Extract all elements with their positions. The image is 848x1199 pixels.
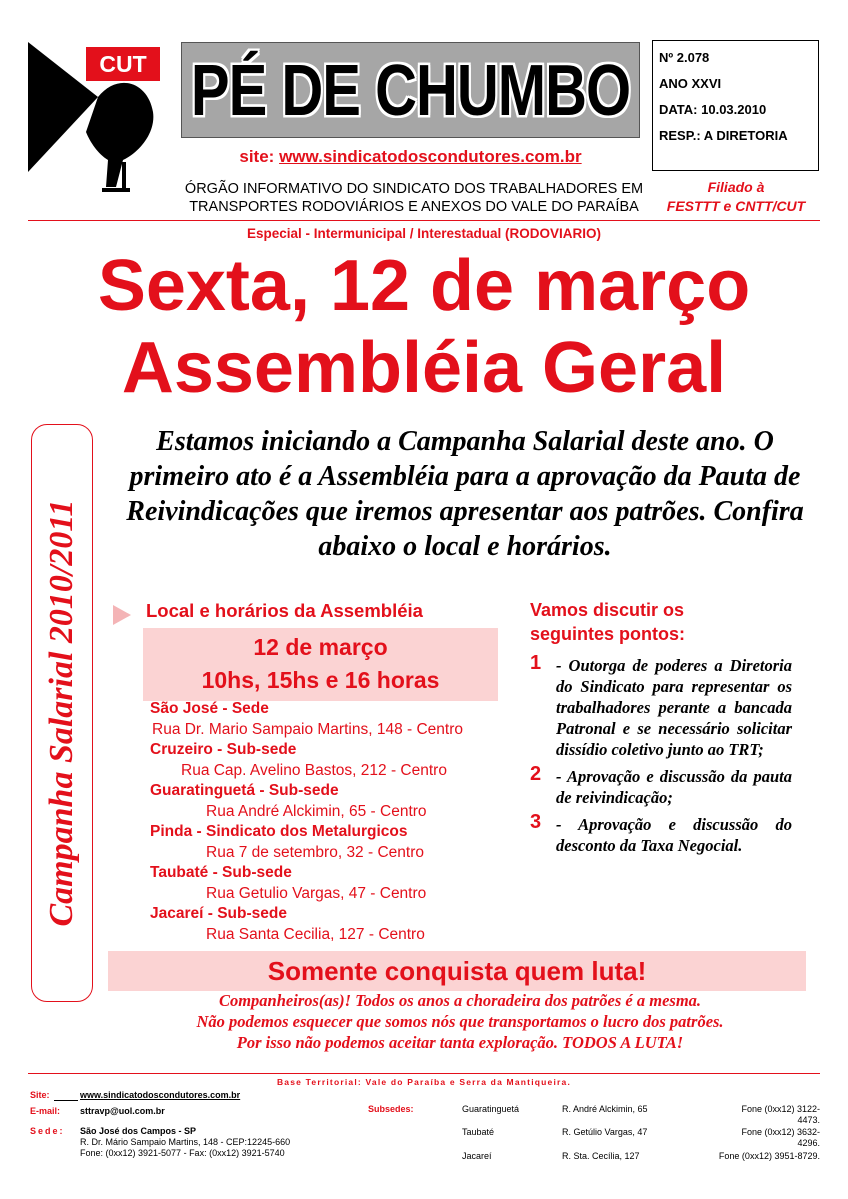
discussion-list (530, 652, 792, 862)
discussion-item (530, 652, 792, 760)
location-address: Rua Cap. Avelino Bastos, 212 - Centro (181, 761, 447, 779)
affiliation-line-2: FESTTT e CNTT/CUT (666, 198, 806, 214)
footer-sede (80, 1126, 290, 1159)
location-name: Guaratinguetá - Sub-sede (150, 782, 339, 799)
campaign-side-text: Campanha Salarial 2010/2011 (43, 499, 80, 927)
footer-email-label: E-mail: (30, 1106, 61, 1116)
arrow-right-icon (113, 605, 131, 625)
location-name: Jacareí - Sub-sede (150, 905, 287, 922)
subsede-phone: Fone (0xx12) 3951-8729. (718, 1151, 820, 1161)
subsede-phone: Fone (0xx12) 3122-4473. (741, 1104, 820, 1125)
issue-date: DATA: 10.03.2010 (659, 102, 767, 117)
org-line-2: TRANSPORTES RODOVIÁRIOS E ANEXOS DO VALE DO PARAÍBA (189, 199, 639, 215)
location-address: Rua Dr. Mario Sampaio Martins, 148 - Centro (152, 720, 463, 738)
discussion-item (530, 811, 792, 856)
local-title: Local e horários da Assembléia (146, 600, 423, 621)
cut-logo (28, 42, 160, 198)
subsede-address: R. Getúlio Vargas, 47 (562, 1127, 648, 1137)
location-name: Cruzeiro - Sub-sede (150, 741, 297, 758)
base-territorial: Base Territorial: Vale do Paraíba e Serra da Mantiqueira. (276, 1077, 572, 1087)
masthead-title-box (181, 42, 640, 138)
location-name: Pinda - Sindicato dos Metalurgicos (150, 823, 408, 840)
sede-phone: Fone: (0xx12) 3921-5077 - Fax: (0xx12) 3921-5740 (80, 1148, 285, 1158)
discussion-item (530, 763, 792, 808)
discussion-text: - Aprovação e discussão da pauta de reivindicação; (556, 767, 792, 807)
site-link[interactable]: www.sindicatodoscondutores.com.br (279, 147, 582, 166)
footer-email[interactable]: sttravp@uol.com.br (80, 1106, 165, 1116)
location-name: São José - Sede (150, 700, 269, 717)
assembly-hours: 10hs, 15hs e 16 horas (201, 667, 440, 693)
org-description (164, 180, 664, 216)
assembly-date-box (143, 628, 498, 701)
subsede-address: R. Sta. Cecília, 127 (562, 1151, 640, 1161)
closing-line: Por isso não podemos aceitar tanta exploração. TODOS A LUTA! (236, 1033, 684, 1052)
masthead-title: PÉ DE CHUMBO (190, 49, 631, 131)
footer-divider (28, 1073, 820, 1074)
assembly-date: 12 de março (253, 634, 388, 660)
header-divider (28, 220, 820, 221)
slogan-box: Somente conquista quem luta! (108, 951, 806, 991)
discussion-number: 1 (530, 652, 542, 674)
location-address: Rua André Alckimin, 65 - Centro (206, 802, 427, 820)
footer-site-link[interactable]: www.sindicatodoscondutores.com.br (80, 1090, 241, 1100)
site-label: site: (239, 147, 275, 166)
issue-info-box (652, 40, 819, 171)
issue-resp: RESP.: A DIRETORIA (659, 128, 788, 143)
site-line (181, 147, 640, 167)
discussion-title: Vamos discutir os seguintes pontos: (530, 600, 686, 644)
affiliation (646, 178, 826, 216)
discussion-number: 3 (530, 811, 542, 833)
headline-date: Sexta, 12 de março (97, 246, 751, 326)
subsede-address: R. André Alckimin, 65 (562, 1104, 648, 1114)
footer-site-label: Site: (30, 1090, 50, 1100)
issue-number: Nº 2.078 (659, 50, 710, 65)
subsede-city: Jacareí (462, 1151, 492, 1161)
discussion-number: 2 (530, 763, 542, 785)
discussion-text: - Aprovação e discussão do desconto da Taxa Negocial. (556, 815, 792, 855)
subsede-city: Guaratinguetá (462, 1104, 520, 1114)
footer-site-row (30, 1090, 50, 1101)
sede-address: R. Dr. Mário Sampaio Martins, 148 - CEP:12245-660 (80, 1137, 291, 1147)
footer-site-underline (54, 1100, 78, 1101)
org-line-1: ÓRGÃO INFORMATIVO DO SINDICATO DOS TRABALHADORES EM (184, 181, 644, 197)
location-address: Rua Santa Cecilia, 127 - Centro (206, 925, 425, 943)
subsede-phone: Fone (0xx12) 3632-4296. (741, 1127, 820, 1148)
location-name: Taubaté - Sub-sede (150, 864, 292, 881)
campaign-side-banner (31, 424, 93, 1002)
closing-text (100, 990, 820, 1053)
closing-line: Não podemos esquecer que somos nós que transportamos o lucro dos patrões. (196, 1012, 724, 1031)
discussion-text: - Outorga de poderes a Diretoria do Sindicato para representar os trabalhadores perante a bancada Patronal e se necessário solicitar dissídio coletivo junto ao TRT; (556, 656, 792, 759)
closing-line: Companheiros(as)! Todos os anos a choradeira dos patrões é a mesma. (218, 991, 702, 1010)
subsedes-label: Subsedes: (368, 1104, 414, 1114)
subsede-city: Taubaté (462, 1127, 495, 1137)
location-address: Rua Getulio Vargas, 47 - Centro (206, 884, 427, 902)
sede-name: São José dos Campos - SP (80, 1126, 197, 1136)
affiliation-line-1: Filiado à (707, 179, 765, 195)
footer-sede-label: Sede: (30, 1126, 65, 1136)
issue-year: ANO XXVI (659, 76, 722, 91)
cut-badge: CUT (86, 47, 160, 81)
location-address: Rua 7 de setembro, 32 - Centro (206, 843, 424, 861)
headline-assembly: Assembléia Geral (121, 328, 727, 408)
special-edition-label: Especial - Intermunicipal / Interestadual (RODOVIARIO) (246, 226, 602, 241)
intro-paragraph: Estamos iniciando a Campanha Salarial deste ano. O primeiro ato é a Assembléia para a aprovação da Pauta de Reivindicações que iremos apresentar aos patrões. Confira abaixo o local e horários. (126, 426, 804, 562)
locations-list (150, 699, 510, 945)
